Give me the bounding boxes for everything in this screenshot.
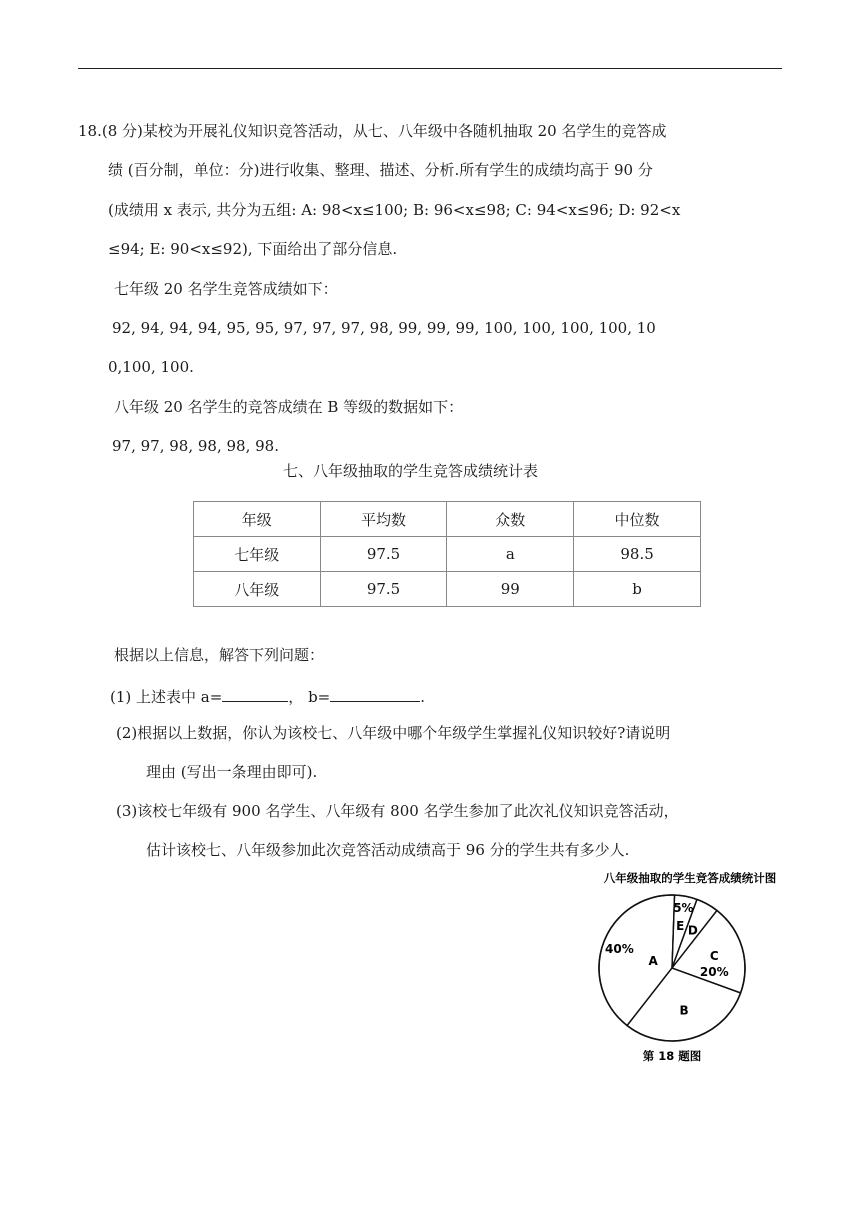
question-2-line-1: (2)根据以上数据，你认为该校七、八年级中哪个年级学生掌握礼仪知识较好?请说明 [116, 724, 671, 742]
question-line-3: (成绩用 x 表示, 共分为五组: A: 98<x≤100; B: 96<x≤98; C: 94<x≤96; D: 92<x [108, 201, 681, 219]
grade7-scores-line-2: 0,100, 100. [108, 358, 194, 376]
table-cell: b [574, 572, 701, 607]
grade8-scores: 97, 97, 98, 98, 98, 98. [112, 437, 279, 455]
q1-end: . [420, 688, 426, 706]
question-3-line-1: (3)该校七年级有 900 名学生、八年级有 800 名学生参加了此次礼仪知识竞答活动， [116, 802, 679, 820]
question-1 [110, 685, 425, 707]
table-row [194, 537, 701, 572]
table-header-row [194, 502, 701, 537]
chart-title: 八年级抽取的学生竞答成绩统计图 [603, 871, 777, 885]
pie-label-d: D [687, 923, 698, 938]
header-rule [78, 68, 782, 69]
pie-label-c: C [709, 948, 719, 963]
table-caption: 七、八年级抽取的学生竞答成绩统计表 [283, 462, 539, 480]
pie-chart-svg [590, 868, 790, 1068]
pie-label-e: E [676, 918, 685, 933]
question-line-4: ≤94; E: 90<x≤92), 下面给出了部分信息. [108, 240, 398, 258]
table-header-cell: 平均数 [320, 502, 447, 537]
question-2-line-2: 理由 (写出一条理由即可). [146, 763, 318, 781]
grade7-scores-line-1: 92, 94, 94, 94, 95, 95, 97, 97, 97, 98, 99, 99, 99, 100, 100, 100, 100, 10 [112, 319, 656, 337]
q1-prefix: (1) 上述表中 a= [110, 688, 223, 706]
question-line-1: 18.(8 分)某校为开展礼仪知识竞答活动，从七、八年级中各随机抽取 20 名学生的竞答成 [78, 122, 667, 140]
table-header-cell: 年级 [194, 502, 321, 537]
question-3-line-2: 估计该校七、八年级参加此次竞答活动成绩高于 96 分的学生共有多少人. [146, 841, 630, 859]
table-cell: 97.5 [320, 572, 447, 607]
pie-label-a: A [648, 954, 658, 969]
table-header-cell: 众数 [447, 502, 574, 537]
pie-percent-e: 5% [673, 901, 694, 916]
table-header-cell: 中位数 [574, 502, 701, 537]
table-cell: 99 [447, 572, 574, 607]
table-cell: 七年级 [194, 537, 321, 572]
pie-percent-a: 40% [605, 941, 634, 956]
answer-blank-a[interactable] [222, 685, 288, 702]
answer-blank-b[interactable] [330, 685, 420, 702]
table-cell: a [447, 537, 574, 572]
table-cell: 八年级 [194, 572, 321, 607]
chart-caption: 第 18 题图 [642, 1049, 702, 1063]
question-line-2: 绩 (百分制，单位：分)进行收集、整理、描述、分析.所有学生的成绩均高于 90 分 [108, 161, 653, 179]
table-cell: 98.5 [574, 537, 701, 572]
pie-label-b: B [679, 1003, 689, 1018]
pie-chart [590, 868, 790, 1068]
answers-intro: 根据以上信息，解答下列问题： [114, 646, 325, 664]
pie-percent-c: 20% [699, 964, 729, 979]
stats-table [193, 501, 701, 607]
q1-mid: ， b= [288, 688, 331, 706]
grade8-intro: 八年级 20 名学生的竞答成绩在 B 等级的数据如下： [114, 398, 464, 416]
table-cell: 97.5 [320, 537, 447, 572]
grade7-intro: 七年级 20 名学生竞答成绩如下： [114, 280, 338, 298]
table-row [194, 572, 701, 607]
